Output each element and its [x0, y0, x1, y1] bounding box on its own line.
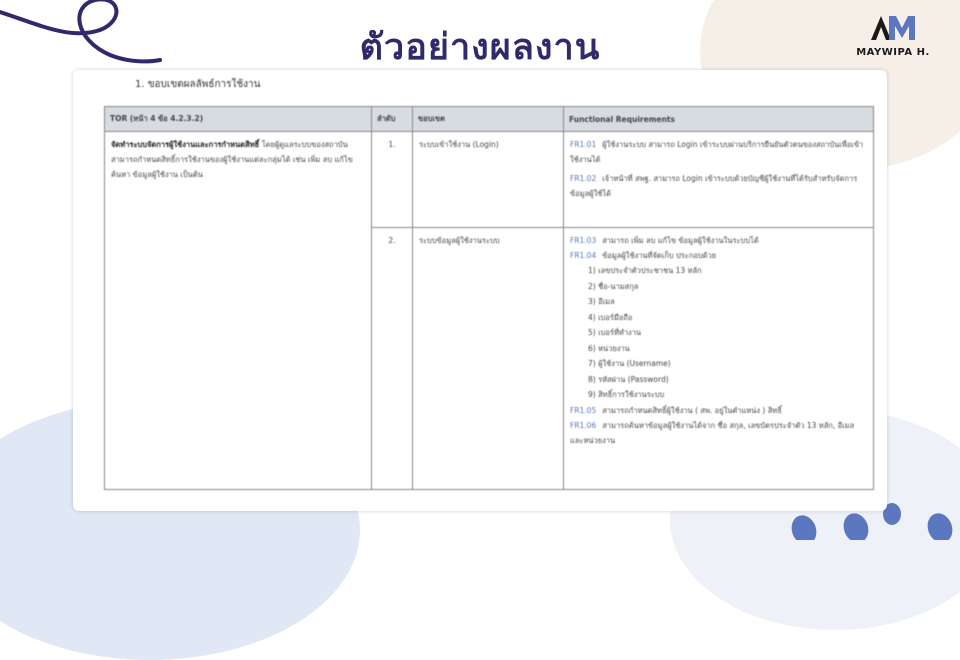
row-number: 1.: [372, 132, 413, 228]
fr-item: [570, 137, 867, 167]
tor-text: โดยผู้ดูแลระบบของสถาบันสามารถกำหนดสิทธิ์การใช้งานของผู้ใช้งานแต่ละกลุ่มได้ เช่น เพิ่ม ลบ แก้ไข ค้นหา ข้อมูลผู้ใช้งาน เป็นต้น: [111, 140, 353, 179]
column-header-tor: TOR (หน้า 4 ข้อ 4.2.3.2): [105, 107, 372, 132]
row-scope: ระบบข้อมูลผู้ใช้งานระบบ: [413, 228, 564, 490]
fr-text: ข้อมูลผู้ใช้งานที่จัดเก็บ ประกอบด้วย: [602, 251, 717, 260]
column-header-fr: Functional Requirements: [564, 107, 874, 132]
column-header-no: ลำดับ: [372, 107, 413, 132]
table-header-row: [105, 107, 874, 132]
row-scope: ระบบเข้าใช้งาน (Login): [413, 132, 564, 228]
logo-text: MAYWIPA H.: [856, 47, 930, 58]
fr-id: FR1.02: [570, 174, 597, 183]
list-item: 9) สิทธิ์การใช้งานระบบ: [588, 390, 665, 399]
fr-id: FR1.04: [570, 251, 597, 260]
table-row: [105, 132, 874, 228]
fr-text: สามารถกำหนดสิทธิ์ผู้ใช้งาน ( สพ. อยู่ในตำแหน่ง ) สิทธิ์: [602, 405, 782, 415]
tor-cell: [105, 132, 372, 490]
fr-item: [570, 403, 867, 418]
list-item: 5) เบอร์ที่ทำงาน: [588, 328, 642, 337]
tor-bold-text: จัดทำระบบจัดการผู้ใช้งานและการกำหนดสิทธิ์: [111, 140, 260, 149]
column-header-scope: ขอบเขต: [413, 107, 564, 132]
list-item: 3) อีเมล: [588, 297, 615, 306]
fr-item: [570, 418, 867, 448]
list-item: 4) เบอร์มือถือ: [588, 312, 633, 322]
list-item: 7) ผู้ใช้งาน (Username): [588, 359, 671, 368]
row-number: 2.: [372, 228, 413, 490]
list-item: 6) หน่วยงาน: [588, 343, 630, 353]
fr-text: ผู้ใช้งานระบบ สามารถ Login เข้าระบบผ่านบริการยืนยันตัวตนของสถาบันเพื่อเข้าใช้งานได้: [570, 140, 864, 164]
fr-text: เจ้าหน้าที่ สพฐ. สามารถ Login เข้าระบบด้วยบัญชีผู้ใช้งานที่ได้รับสำหรับจัดการข้อมูลผู้ใช้ได้: [570, 174, 858, 198]
logo-am-icon: [869, 14, 917, 42]
fr-item: [570, 171, 867, 201]
fr-text: สามารถ เพิ่ม ลบ แก้ไข ข้อมูลผู้ใช้งานในระบบได้: [602, 236, 759, 245]
page-title: ตัวอย่างผลงาน: [359, 27, 601, 68]
fr-text: สามารถค้นหาข้อมูลผู้ใช้งานได้จาก ชื่อ สกุล, เลขบัตรประจำตัว 13 หลัก, อีเมล และหน่วยงาน: [570, 420, 855, 445]
document-heading: 1. ขอบเขตผลลัพธ์การใช้งาน: [135, 79, 261, 90]
list-item: 1) เลขประจำตัวประชาชน 13 หลัก: [588, 266, 702, 275]
list-item: 8) รหัสผ่าน (Password): [588, 374, 669, 384]
fr-cell: [564, 228, 874, 490]
fr-item: [570, 233, 867, 248]
fr-item: [570, 248, 867, 263]
fr-id: FR1.06: [570, 420, 597, 430]
field-list: [570, 263, 867, 403]
list-item: 2) ชื่อ-นามสกุล: [588, 281, 639, 291]
fr-cell: [564, 132, 874, 228]
requirements-table: [104, 106, 874, 490]
fr-id: FR1.01: [570, 140, 597, 149]
fr-id: FR1.03: [570, 236, 597, 245]
fr-id: FR1.05: [570, 405, 597, 415]
logo: [848, 14, 938, 58]
